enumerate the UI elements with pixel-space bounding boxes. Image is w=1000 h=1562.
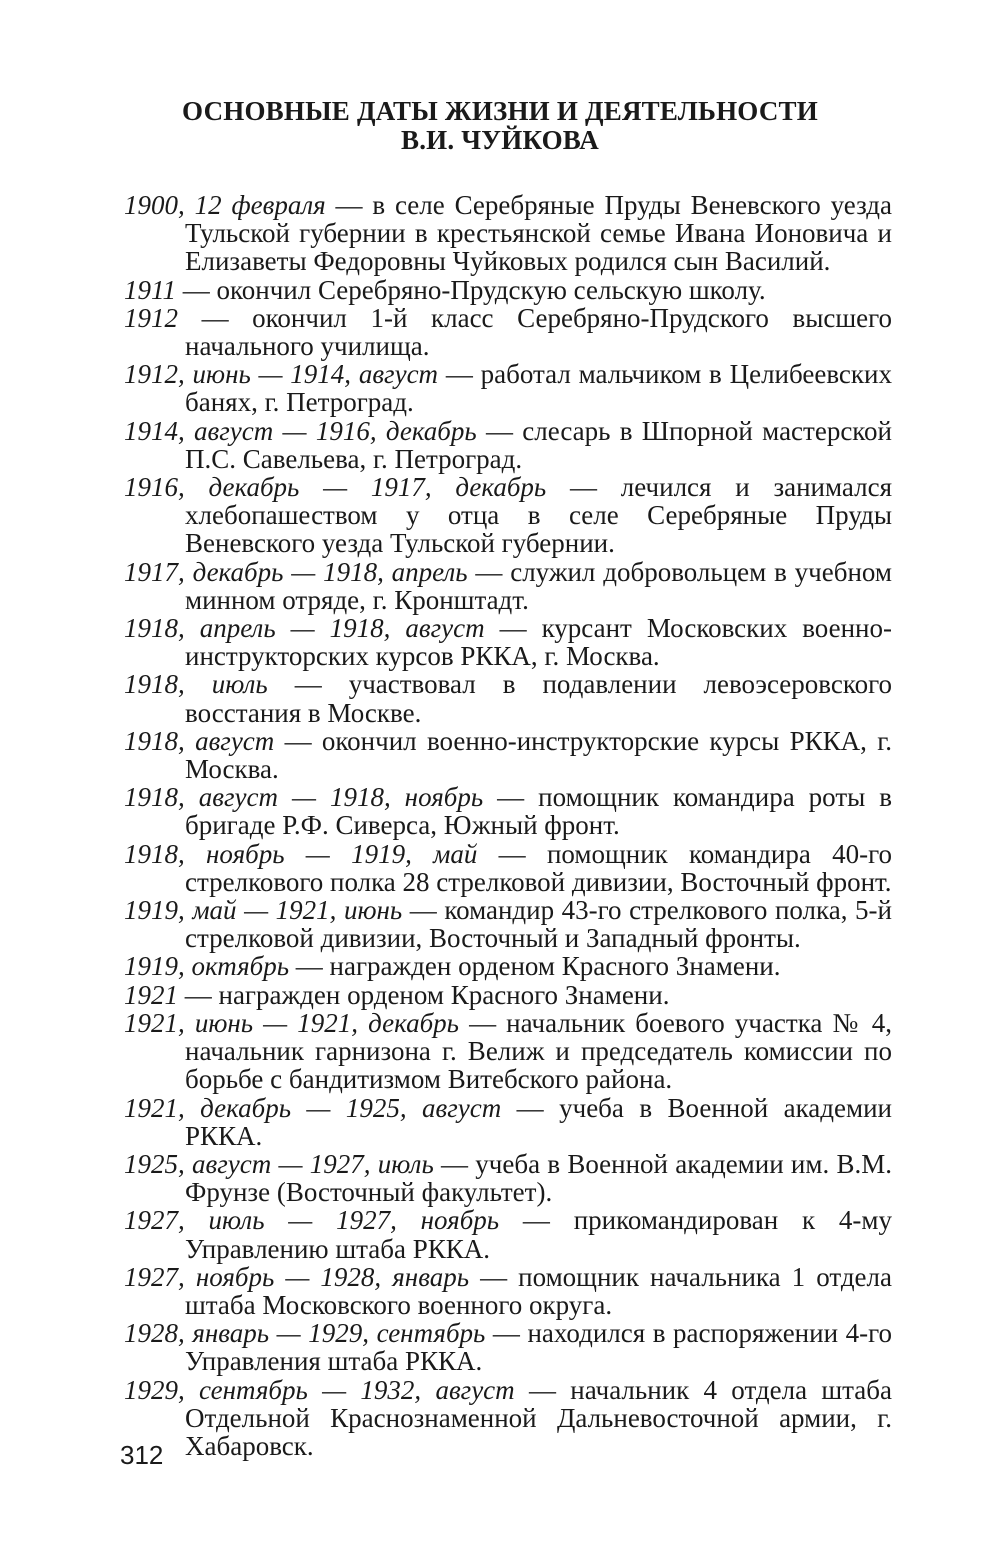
chronology-entry <box>124 896 892 952</box>
entry-date: 1914, август — 1916, декабрь <box>124 415 477 446</box>
entry-text: — работал мальчиком в Целибеевских банях, г. Петроград. <box>185 359 892 418</box>
entry-date: 1919, май — 1921, июнь <box>124 895 403 926</box>
chronology-entry <box>124 304 892 360</box>
entry-date: 1911 <box>124 274 176 305</box>
entry-text: — лечился и занимался хлебопашеством у отца в селе Серебряные Пруды Веневского уезда Тульской губернии. <box>185 472 892 559</box>
entry-text: — учеба в Военной академии РККА. <box>185 1092 892 1151</box>
entry-text: — командир 43-го стрелкового полка, 5-й стрелковой дивизии, Восточный и Западный фронты. <box>185 895 892 954</box>
entry-text: — находился в распоряжении 4-го Управления штаба РККА. <box>185 1318 892 1377</box>
chronology-entry <box>124 727 892 783</box>
chronology-entry <box>124 473 892 558</box>
chronology-entry <box>124 952 892 980</box>
entry-date: 1927, июль — 1927, ноябрь <box>124 1205 500 1236</box>
entry-date: 1912, июнь — 1914, август <box>124 359 439 390</box>
entry-date: 1921 <box>124 979 178 1010</box>
entry-date: 1918, ноябрь — 1919, май <box>124 838 478 869</box>
chronology-entry <box>124 276 892 304</box>
entry-date: 1917, декабрь — 1918, апрель <box>124 556 468 587</box>
entry-date: 1900, 12 февраля <box>124 190 326 220</box>
entry-date: 1912 <box>124 302 178 333</box>
page-title-line1: ОСНОВНЫЕ ДАТЫ ЖИЗНИ И ДЕЯТЕЛЬНОСТИ <box>182 96 818 126</box>
chronology-list <box>124 191 892 1460</box>
entry-date: 1921, июнь — 1921, декабрь <box>124 1007 459 1038</box>
chronology-entry <box>124 1094 892 1150</box>
page-title-line2: В.И. ЧУЙКОВА <box>400 125 599 155</box>
entry-text: — награжден орденом Красного Знамени. <box>289 951 781 982</box>
entry-text: — помощник начальника 1 отдела штаба Московского военного округа. <box>185 1261 892 1320</box>
entry-text: — служил добровольцем в учебном минном отряде, г. Кронштадт. <box>185 556 892 615</box>
entry-date: 1919, октябрь <box>124 951 290 982</box>
entry-text: — курсант Московских военно-инструкторских курсов РККА, г. Москва. <box>185 613 892 672</box>
chronology-entry <box>124 981 892 1009</box>
entry-text: — окончил военно-инструкторские курсы РККА, г. Москва. <box>185 725 892 785</box>
chronology-entry <box>124 840 892 896</box>
entry-date: 1918, август <box>124 725 275 756</box>
chronology-entry <box>124 1206 892 1262</box>
entry-date: 1921, декабрь — 1925, август <box>124 1092 502 1123</box>
entry-date: 1918, август — 1918, ноябрь <box>124 782 484 813</box>
chronology-entry <box>124 191 892 276</box>
entry-text: — слесарь в Шпорной мастерской П.С. Савельева, г. Петроград. <box>185 415 892 474</box>
entry-date: 1916, декабрь — 1917, декабрь <box>124 472 547 503</box>
chronology-entry <box>124 1376 892 1461</box>
entry-text: — начальник 4 отдела штаба Отдельной Краснознаменной Дальневосточной армии, г. Хабаровск. <box>185 1374 892 1461</box>
entry-text: — участвовал в подавлении левоэсеровского восстания в Москве. <box>185 669 892 728</box>
entry-text: — помощник командира роты в бригаде Р.Ф. Сиверса, Южный фронт. <box>185 782 893 841</box>
chronology-entry <box>124 417 892 473</box>
entry-text: — учеба в Военной академии им. В.М. Фрунзе (Восточный факультет). <box>185 1148 892 1208</box>
entry-text: — окончил 1-й класс Серебряно-Прудского высшего начального училища. <box>178 302 892 362</box>
entry-date: 1929, сентябрь — 1932, август <box>124 1374 515 1405</box>
entry-text: — в селе Серебряные Пруды Веневского уезда Тульской губернии в крестьянской семье Ивана Ионовича и Елизаветы Федоровны Чуйковых родился сын Василий. <box>185 190 892 277</box>
entry-text: — окончил Серебряно-Прудскую сельскую школу. <box>176 274 766 305</box>
entry-date: 1918, апрель — 1918, август <box>124 613 485 644</box>
entry-date: 1925, август — 1927, июль <box>124 1148 434 1179</box>
entry-date: 1928, январь — 1929, сентябрь <box>124 1318 486 1349</box>
chronology-entry <box>124 360 892 416</box>
chronology-entry <box>124 1263 892 1319</box>
chronology-entry <box>124 670 892 726</box>
chronology-entry <box>124 614 892 670</box>
entry-text: — начальник боевого участка № 4, начальник гарнизона г. Велиж и председатель комиссии по борьбе с бандитизмом Витебского района. <box>185 1007 892 1095</box>
chronology-entry <box>124 783 892 839</box>
chronology-entry <box>124 1150 892 1206</box>
chronology-entry <box>124 558 892 614</box>
chronology-entry <box>124 1319 892 1375</box>
chronology-entry <box>124 1009 892 1094</box>
entry-text: — прикомандирован к 4-му Управлению штаба РККА. <box>185 1205 892 1264</box>
entry-text: — награжден орденом Красного Знамени. <box>178 979 670 1010</box>
page-number: 312 <box>120 1440 164 1470</box>
entry-text: — помощник командира 40-го стрелкового полка 28 стрелковой дивизии, Восточный фронт. <box>185 838 892 897</box>
entry-date: 1927, ноябрь — 1928, январь <box>124 1261 470 1292</box>
entry-date: 1918, июль <box>124 669 268 700</box>
